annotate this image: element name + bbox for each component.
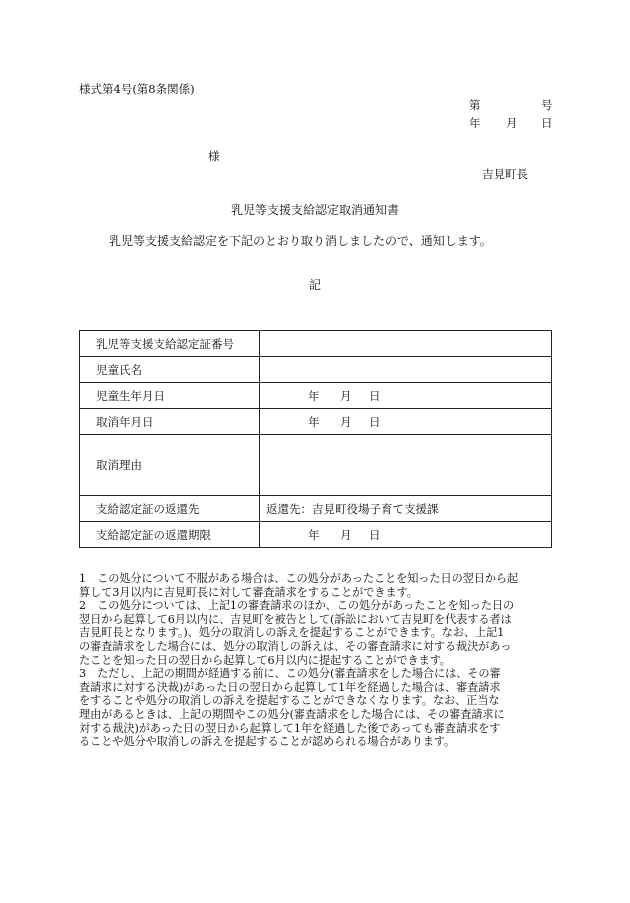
date-value [260,409,552,435]
doc-number-prefix: 第 [469,98,481,112]
date-month: 月 [506,116,518,130]
row-label: 支給認定証の返還先 [80,496,260,522]
addressee: 様 [208,149,220,163]
note-line: 対する裁決)があった日の翌日から起算して1年を経過した後であっても審査請求をす [79,721,501,735]
date-month: 月 [340,527,352,542]
row-value [260,435,552,496]
note-line: たことを知った日の翌日から起算して6月以内に提起することができます。 [79,653,452,667]
date-day: 日 [541,116,553,130]
note-line: 3 ただし、上記の期間が経過する前に、この処分(審査請求をした場合には、その審 [79,667,501,681]
ki-heading: 記 [308,278,321,292]
detail-table [79,330,552,548]
note-line: 理由があるときは、上記の期間やこの処分(審査請求をした場合には、その審査請求に [79,707,505,721]
note-line: 翌日から起算して6月以内に、吉見町を被告として(訴訟において吉見町を代表する者は [79,612,512,626]
date-day: 日 [369,388,381,403]
issuer: 吉見町長 [482,167,528,181]
date-day: 日 [369,527,381,542]
table-row [80,409,552,435]
date-value [260,383,552,409]
row-label: 取消年月日 [80,409,260,435]
date-value [260,522,552,548]
date-year: 年 [469,116,481,130]
table-row [80,435,552,496]
date-month: 月 [340,414,352,429]
date-month: 月 [340,388,352,403]
date-day: 日 [369,414,381,429]
row-label: 児童生年月日 [80,383,260,409]
row-label: 児童氏名 [80,357,260,383]
notes [79,572,553,749]
row-label: 乳児等支援支給認定証番号 [80,331,260,357]
note-line: をすることや処分の取消しの訴えを提起することができなくなります。なお、正当な [79,694,500,708]
table-row [80,522,552,548]
table-row [80,331,552,357]
row-value [260,331,552,357]
date-year: 年 [308,388,320,403]
note-line: ることや処分や取消しの訴えを提起することが認められる場合があります。 [79,735,456,749]
row-value: 返還先：吉見町役場子育て支援課 [260,496,552,522]
note-line: 算して3月以内に吉見町長に対して審査請求をすることができます。 [79,585,418,599]
table-row [80,496,552,522]
note-line: 2 この処分については、上記1の審査請求のほか、この処分があったことを知った日の [79,599,515,613]
note-line: 1 この処分について不服がある場合は、この処分があったことを知った日の翌日から起 [79,572,519,585]
form-number: 様式第4号(第8条関係) [79,82,195,96]
doc-number-suffix: 号 [541,98,553,112]
row-value [260,357,552,383]
table-row [80,383,552,409]
document-title: 乳児等支援支給認定取消通知書 [230,203,399,217]
intro-text: 乳児等支援支給認定を下記のとおり取り消しましたので、通知します。 [109,234,492,248]
row-label: 取消理由 [80,435,260,496]
date-year: 年 [308,527,320,542]
note-line: 吉見町長となります。)、処分の取消しの訴えを提起することができます。なお、上記1 [79,626,505,640]
date-year: 年 [308,414,320,429]
row-label: 支給認定証の返還期限 [80,522,260,548]
table-row [80,357,552,383]
note-line: 査請求に対する決裁)があった日の翌日から起算して1年を経過した場合は、審査請求 [79,680,501,694]
note-line: の審査請求をした場合には、処分の取消しの訴えは、その審査請求に対する裁決があっ [79,639,512,653]
